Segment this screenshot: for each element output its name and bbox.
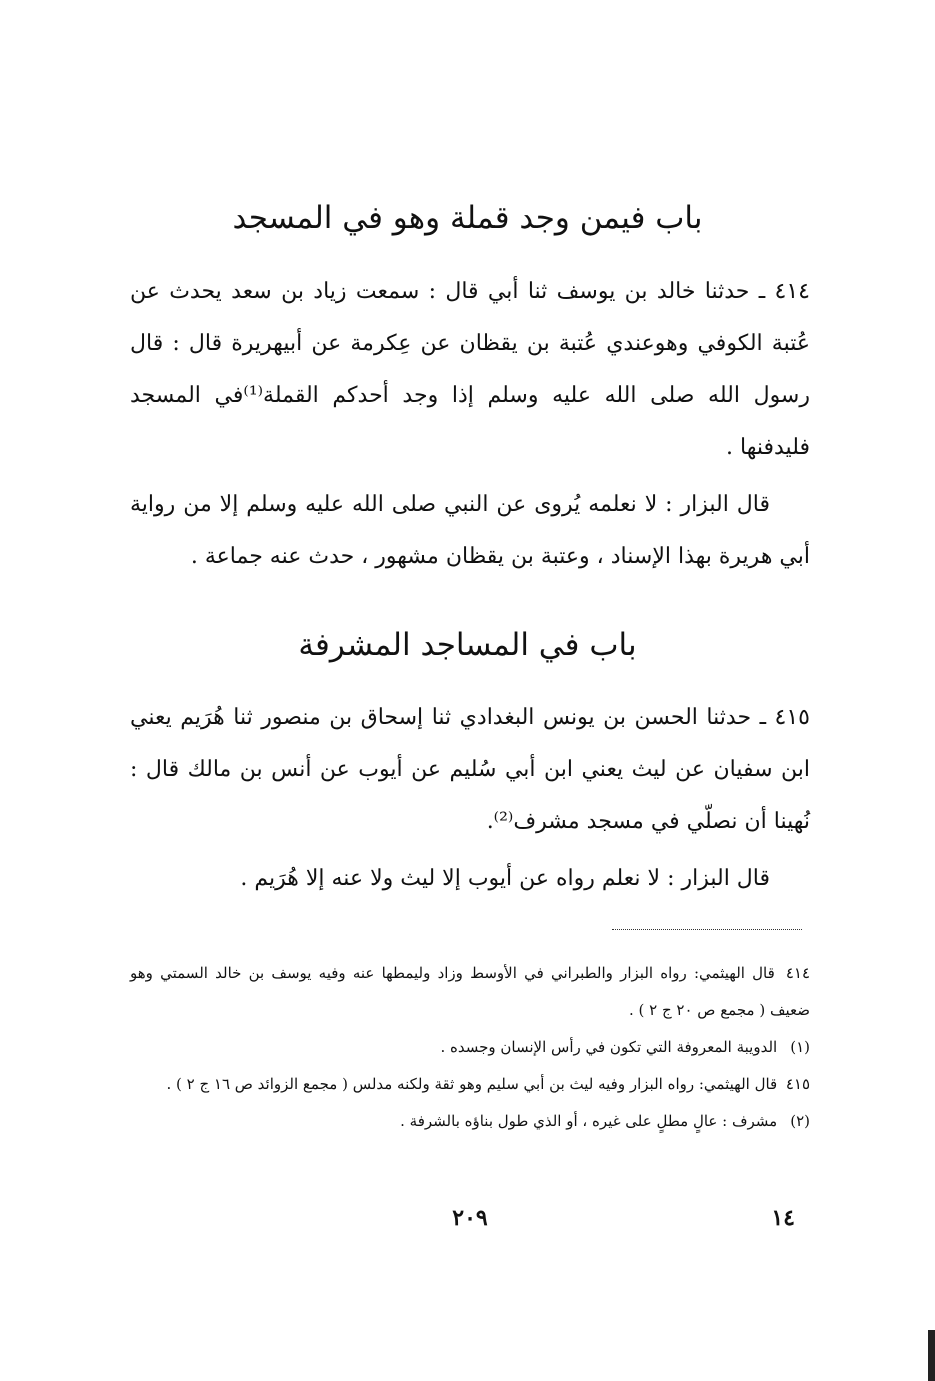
section-heading-lice-in-mosque: باب فيمن وجد قملة وهو في المسجد — [232, 200, 703, 236]
footnote-text: قال الهيثمي: رواه البزار وفيه ليث بن أبي سليم وهو ثقة ولكنه مدلس ( مجمع الزوائد ص ١٦ ج ٢ ) . — [166, 1075, 778, 1093]
footnote-marker: ٤١٥ — [785, 1075, 810, 1093]
footnote-text: قال الهيثمي: رواه البزار والطبراني في الأوسط وزاد وليمطها عنه وفيه يوسف بن خالد السمتي وهو ضعيف ( مجمع ص ٢٠ ج ٢ ) . — [130, 964, 810, 1019]
footnote-415 — [130, 1066, 810, 1103]
hadith-415: ٤١٥ ـ حدثنا الحسن بن يونس البغدادي ثنا إسحاق بن منصور ثنا هُرَيم يعني ابن سفيان عن ليث يعني ابن أبي سُليم عن أيوب عن أنس بن مالك قال : نُهينا أن نصلّي في مسجد مشرف⁽²⁾. — [130, 705, 810, 834]
section-heading-elevated-mosques: باب في المساجد المشرفة — [298, 627, 637, 663]
footnote-text: الدويبة المعروفة التي تكون في رأس الإنسان وجسده . — [440, 1038, 778, 1056]
footnote-text: مشرف : عالٍ مطلٍ على غيره ، أو الذي طول بناؤه بالشرفة . — [400, 1112, 778, 1130]
page-footer — [130, 1205, 810, 1239]
footnote-marker: (٢) — [790, 1112, 810, 1130]
footnote-414 — [130, 955, 810, 1029]
footnote-separator — [612, 929, 802, 930]
bazzar-comment-414: قال البزار : لا نعلمه يُروى عن النبي صلى الله عليه وسلم إلا من رواية أبي هريرة بهذا الإسناد ، وعتبة بن يقظان مشهور ، حدث عنه جماعة . — [130, 492, 810, 569]
hadith-414: ٤١٤ ـ حدثنا خالد بن يوسف ثنا أبي قال : سمعت زياد بن سعد يحدث عن عُتبة الكوفي وهوعندي عُتبة بن يقظان عن عِكرمة عن أبيهريرة قال : قال رسول الله صلى الله عليه وسلم إذا وجد أحدكم القملة⁽¹⁾في المسجد فليدفنها . — [130, 279, 810, 460]
footnote-marker: ٤١٤ — [785, 964, 810, 982]
footnote-1 — [130, 1029, 810, 1066]
scan-edge-mark — [928, 1330, 935, 1381]
footnote-2 — [130, 1103, 810, 1140]
page-number: ٢٠٩ — [452, 1205, 488, 1231]
bazzar-comment-415: قال البزار : لا نعلم رواه عن أيوب إلا ليث ولا عنه إلا هُرَيم . — [240, 866, 770, 891]
printer-signature: ١٤ — [771, 1205, 795, 1231]
footnotes — [130, 955, 810, 1140]
footnote-marker: (١) — [790, 1038, 810, 1056]
